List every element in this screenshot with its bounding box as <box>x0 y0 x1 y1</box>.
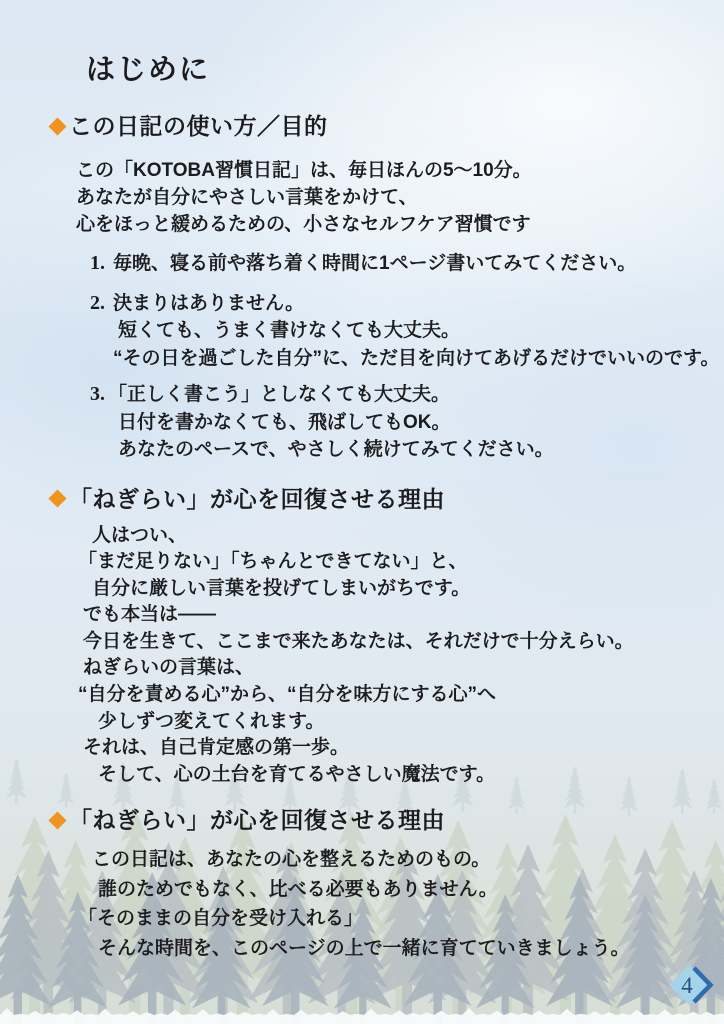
page-number-diamond <box>664 960 716 1012</box>
list-number: 1. <box>90 252 105 274</box>
diamond-bullet-icon <box>48 811 67 830</box>
text-line: 自分に厳しい言葉を投げてしまいがちです。 <box>92 577 471 599</box>
text-line: 毎晩、寝る前や落ち着く時間に1ページ書いてみてください。 <box>113 253 637 274</box>
text-line: そんな時間を、このページの上で一緒に育てていきましょう。 <box>98 937 630 959</box>
text-line: この「KOTOBA習慣日記」は、毎日ほんの5～10分。 <box>76 160 532 181</box>
text-line: 「そのままの自分を受け入れる」 <box>78 908 364 930</box>
page-title: はじめに <box>86 54 211 86</box>
diamond-bullet-icon <box>48 117 67 136</box>
section-heading: 「ねぎらい」が心を回復させる理由 <box>69 807 445 834</box>
text-line: あなたが自分にやさしい言葉をかけて、 <box>76 187 418 208</box>
text-line: あなたのペースで、やさしく続けてみてください。 <box>118 439 554 460</box>
section-purpose-heading-row <box>48 805 724 835</box>
text-line: 日付を書かなくても、飛ばしてもOK。 <box>118 411 451 433</box>
text-line: 「まだ足りない」「ちゃんとできてない」と、 <box>78 551 468 573</box>
section-negirai-heading-row <box>48 484 724 514</box>
section-usage-heading-row <box>48 111 724 141</box>
section-heading: この日記の使い方／目的 <box>69 113 328 139</box>
text-line: 短くても、うまく書けなくても大丈夫。 <box>118 320 461 341</box>
text-line: この日記は、あなたの心を整えるためのもの。 <box>92 849 491 871</box>
text-line: 今日を生きて、ここまで来たあなたは、それだけで十分えらい。 <box>83 630 634 652</box>
text-line: そして、心の土台を育てるやさしい魔法です。 <box>98 763 496 785</box>
text-line: でも本当は—— <box>83 604 217 626</box>
purpose-body <box>78 845 724 963</box>
list-number: 3. <box>90 383 105 405</box>
list-item-1 <box>90 250 724 278</box>
section-diary-purpose <box>0 805 724 963</box>
text-line: “自分を責める心”から、“自分を味方にする心”へ <box>78 684 497 706</box>
list-item-2 <box>90 290 724 373</box>
text-line: 「正しく書こう」としなくても大丈夫。 <box>108 384 451 405</box>
section-usage <box>0 111 724 464</box>
negirai-body <box>78 523 724 789</box>
text-line: それは、自己肯定感の第一歩。 <box>83 737 350 759</box>
text-line: ねぎらいの言葉は、 <box>83 657 255 679</box>
text-line: 少しずつ変えてくれます。 <box>98 710 325 732</box>
section-heading: 「ねぎらい」が心を回復させる理由 <box>69 485 445 512</box>
list-number: 2. <box>90 291 105 314</box>
text-line: “その日を過ごした自分”に、ただ目を向けてあげるだけでいいのです。 <box>113 347 720 369</box>
diamond-bullet-icon <box>48 489 67 508</box>
page-number: 4 <box>681 973 693 998</box>
usage-list <box>0 250 724 464</box>
intro-paragraph <box>76 157 724 238</box>
text-line: 人はつい、 <box>92 524 188 546</box>
text-line: 誰のためでもなく、比べる必要もありません。 <box>98 878 498 900</box>
text-line: 心をほっと緩めるための、小さなセルフケア習慣です <box>76 214 531 235</box>
text-line: 決まりはありません。 <box>113 292 305 314</box>
list-item-3 <box>90 381 724 464</box>
section-negirai-reason <box>0 484 724 789</box>
